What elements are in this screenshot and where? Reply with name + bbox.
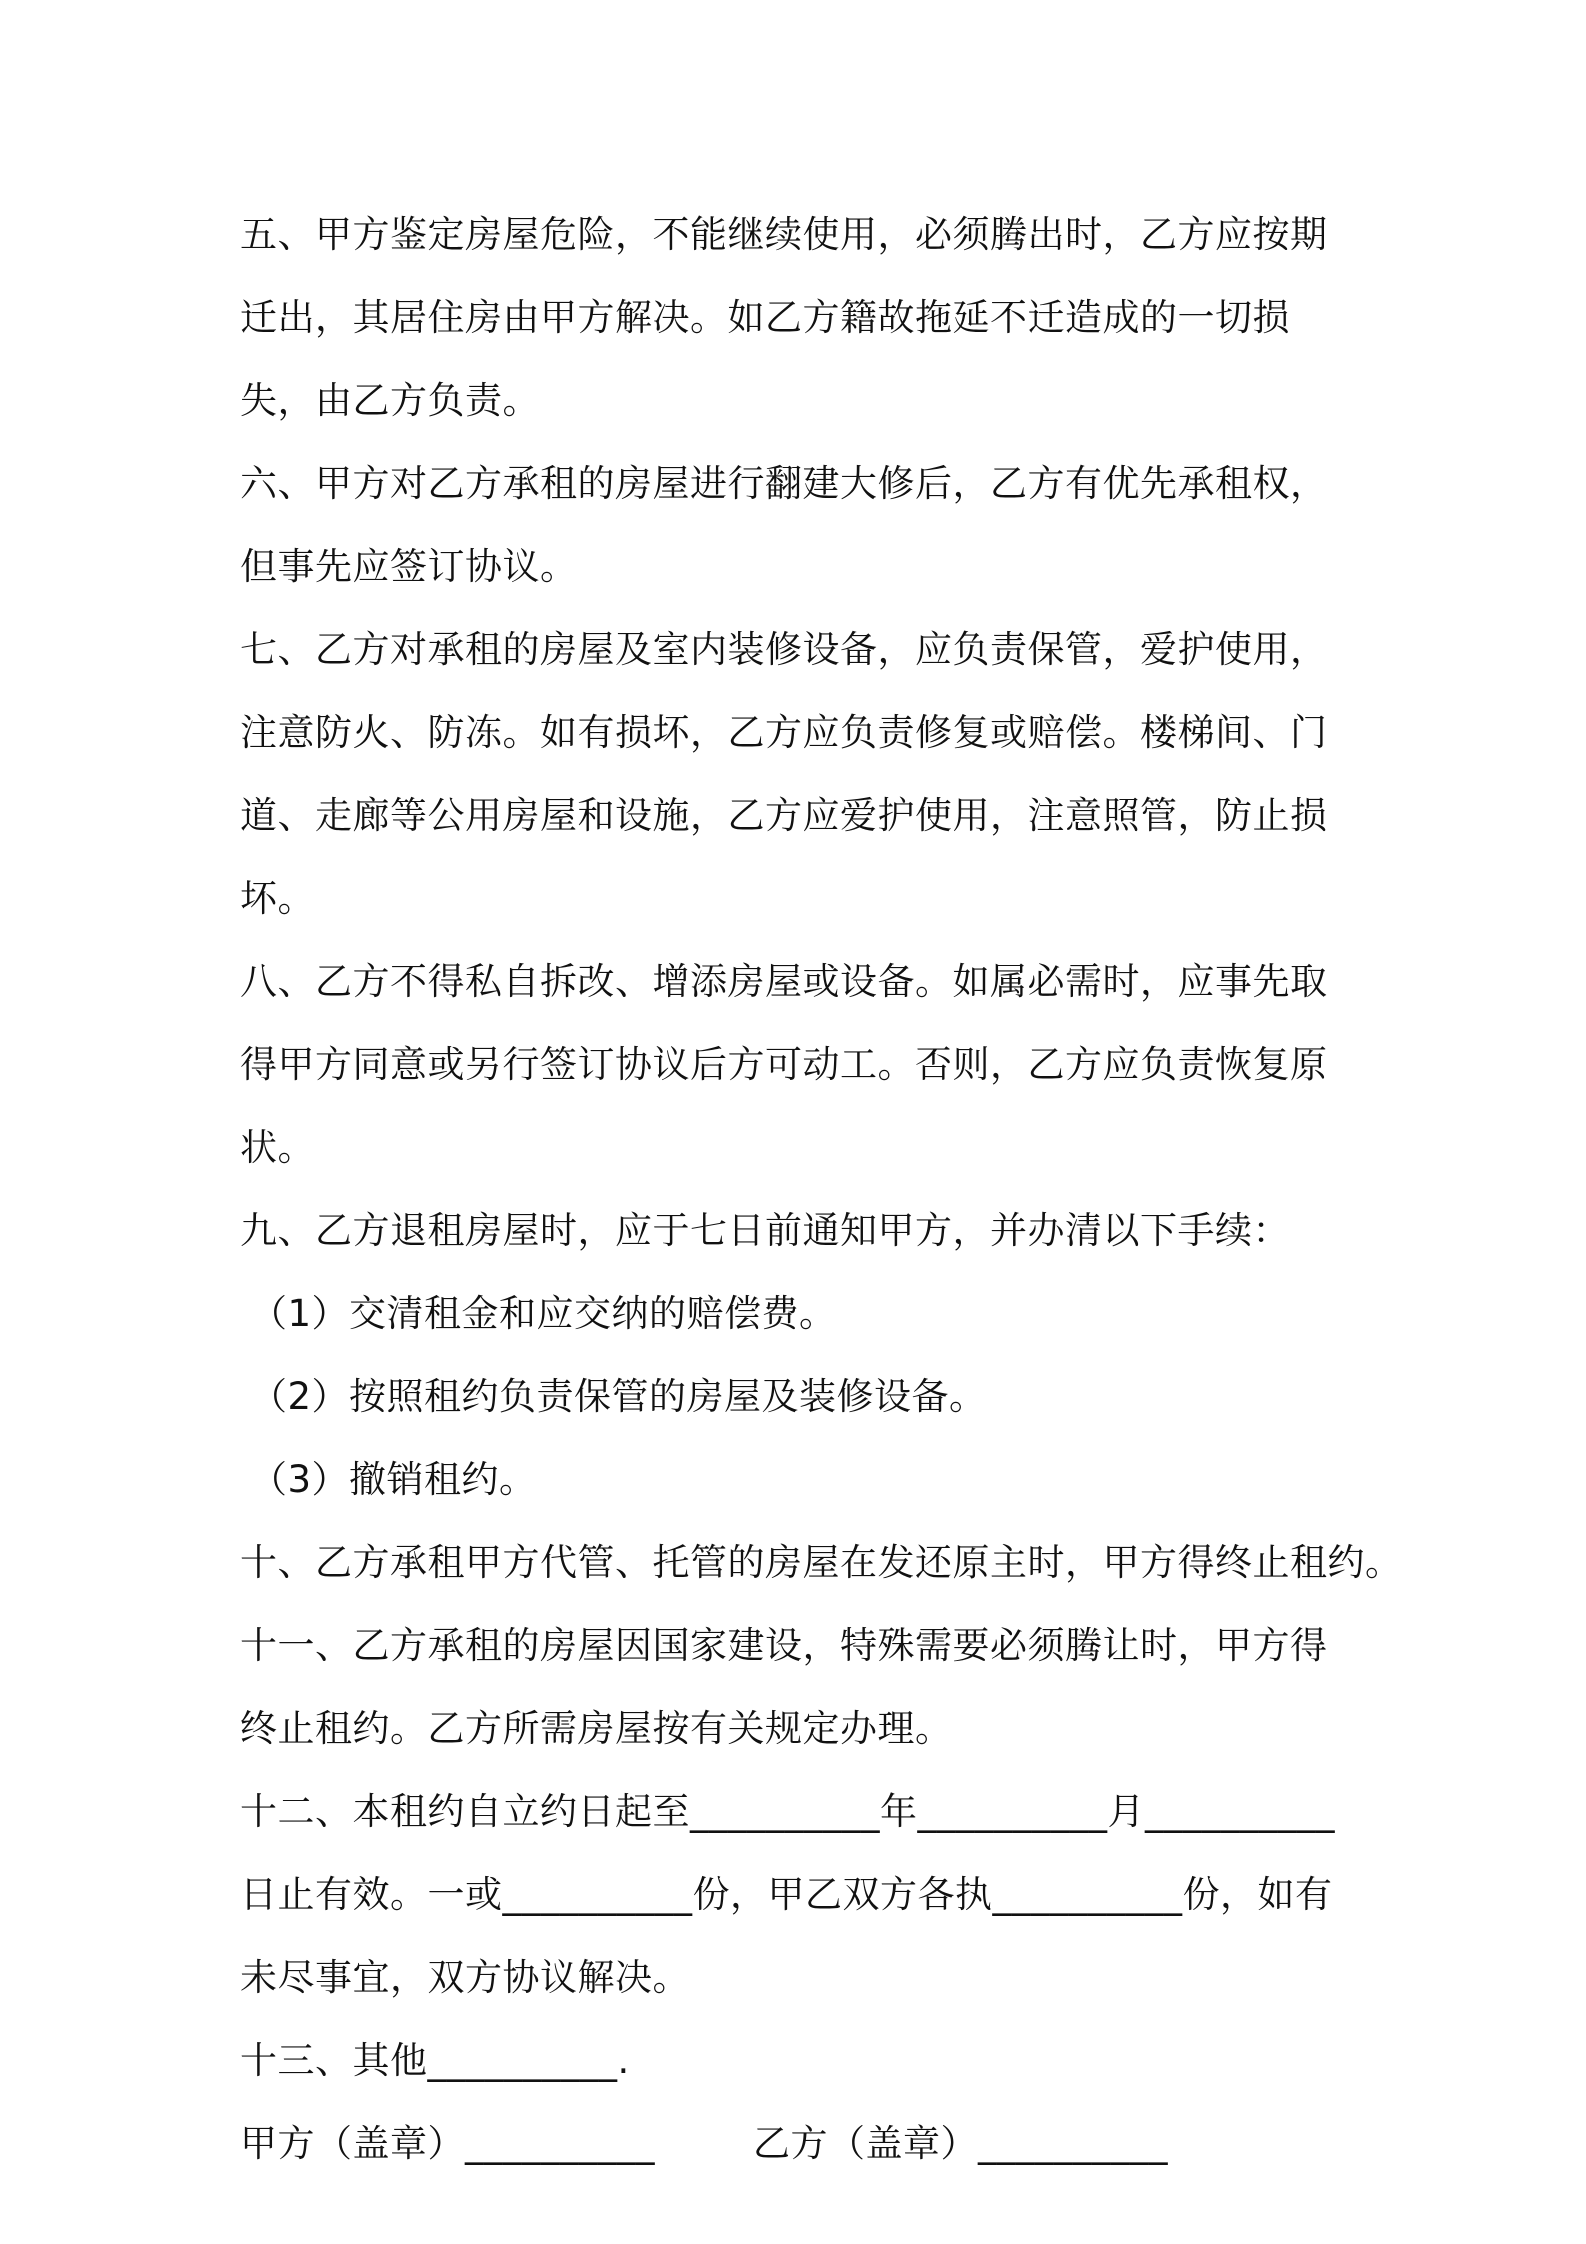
clause-9-item-2: （2）按照租约负责保管的房屋及装修设备。 bbox=[250, 1375, 987, 1418]
signature-row bbox=[240, 2102, 1360, 2185]
clause-6: 六、甲方对乙方承租的房屋进行翻建大修后，乙方有优先承租权，但事先应签订协议。 bbox=[240, 462, 1328, 588]
clause-8: 八、乙方不得私自拆改、增添房屋或设备。如属必需时，应事先取得甲方同意或另行签订协议后方可动工。否则，乙方应负责恢复原状。 bbox=[240, 960, 1328, 1169]
clause-9: 九、乙方退租房屋时，应于七日前通知甲方，并办清以下手续： bbox=[240, 1209, 1290, 1252]
clause-11: 十一、乙方承租的房屋因国家建设，特殊需要必须腾让时，甲方得终止租约。乙方所需房屋按有关规定办理。 bbox=[240, 1624, 1328, 1750]
clause-7: 七、乙方对承租的房屋及室内装修设备，应负责保管，爱护使用，注意防火、防冻。如有损坏，乙方应负责修复或赔偿。楼梯间、门道、走廊等公用房屋和设施，乙方应爱护使用，注意照管，防止损坏。 bbox=[240, 628, 1328, 920]
clause-12: 十二、本租约自立约日起至__________年__________月__________日止有效。一或__________份，甲乙双方各执__________份，如有未尽事宜，双方协议解决。 bbox=[240, 1790, 1335, 1999]
party-b-signature: 乙方（盖章）__________ bbox=[753, 2122, 1168, 2165]
contract-body bbox=[240, 193, 1403, 2185]
clause-9-item-1: （1）交清租金和应交纳的赔偿费。 bbox=[250, 1292, 837, 1335]
clause-13: 十三、其他__________. bbox=[240, 2039, 630, 2082]
clause-10: 十、乙方承租甲方代管、托管的房屋在发还原主时，甲方得终止租约。 bbox=[240, 1541, 1403, 1584]
clause-9-item-3: （3）撤销租约。 bbox=[250, 1458, 537, 1501]
clause-5: 五、甲方鉴定房屋危险，不能继续使用，必须腾出时，乙方应按期迁出，其居住房由甲方解决。如乙方籍故拖延不迁造成的一切损失，由乙方负责。 bbox=[240, 213, 1328, 422]
party-a-signature: 甲方（盖章）__________ bbox=[240, 2122, 655, 2165]
